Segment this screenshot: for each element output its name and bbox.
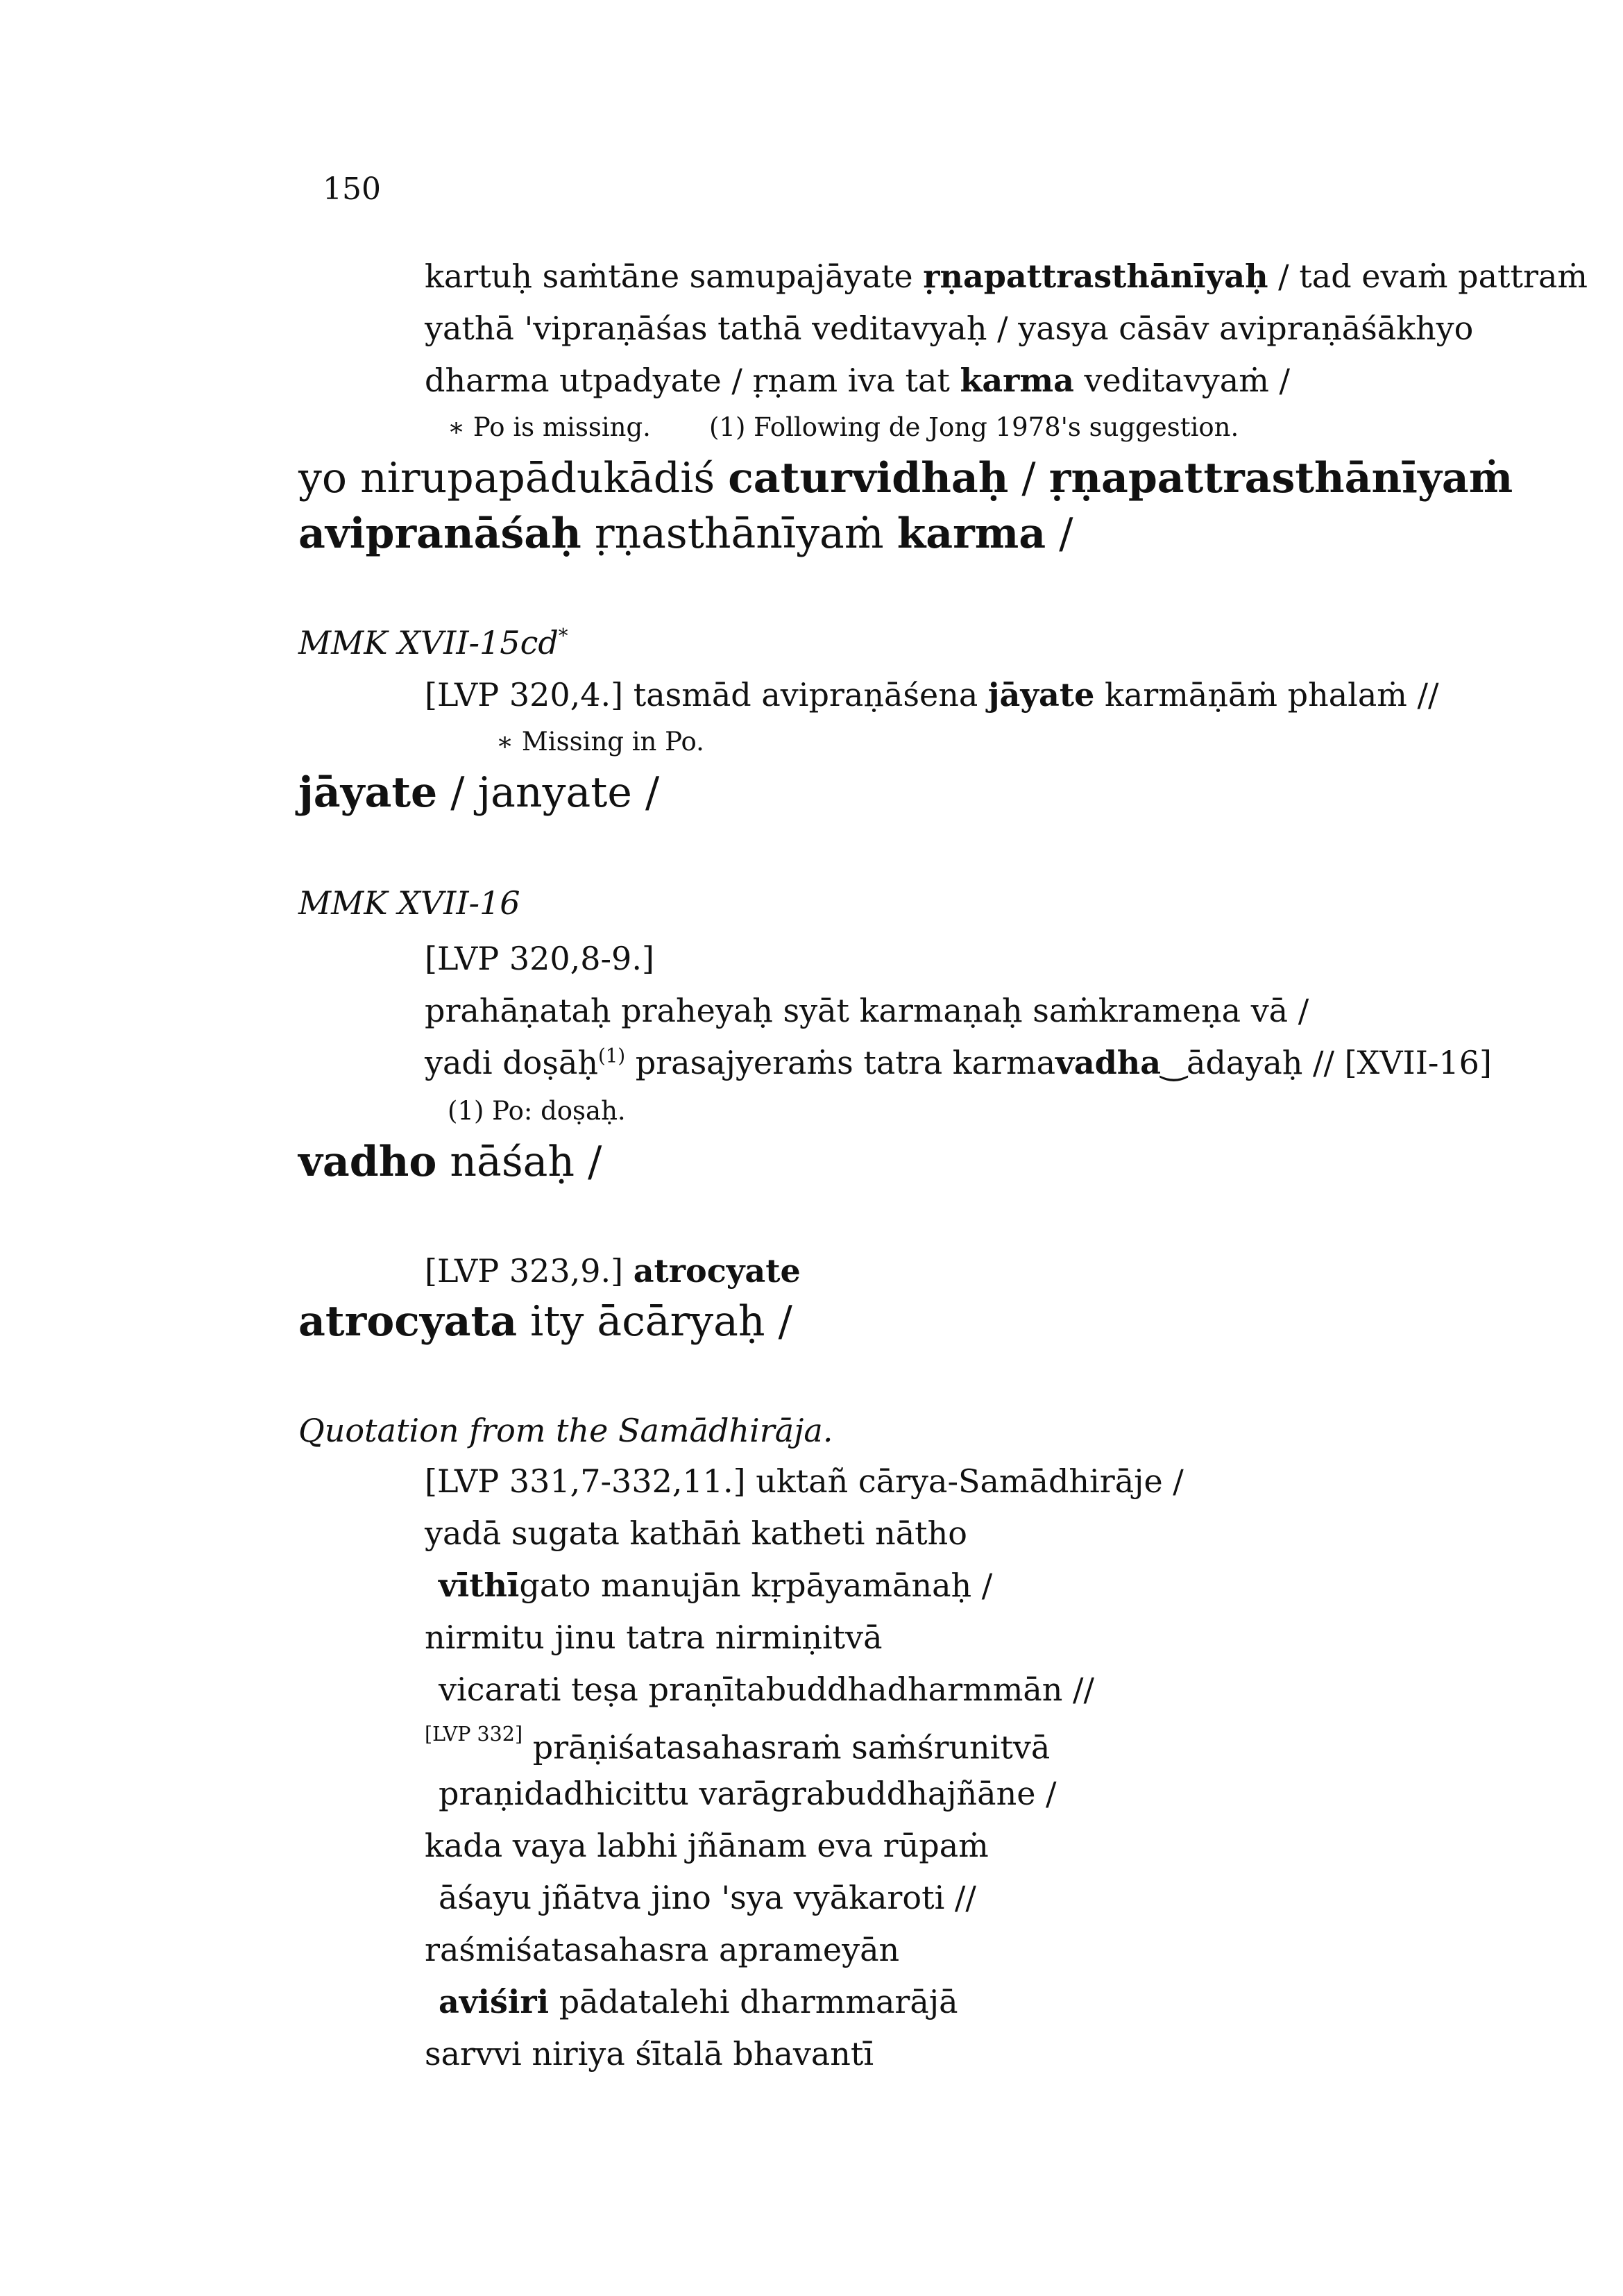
verse-line [439,1880,976,1916]
text-segment: nāśaḥ / [436,1138,602,1186]
source-line [425,1253,801,1290]
text-segment: praṇidadhicittu varāgrabuddhajñāne / [439,1775,1057,1812]
footnote-marker: (1) [598,1044,626,1067]
verse-line [425,1619,883,1656]
bold-term: ṛṇapattrasthānīyaḥ [923,258,1268,295]
commentary-line [298,510,1073,558]
footnote: ∗ Missing in Po. [496,727,704,757]
source-line [425,677,1439,714]
source-line [425,362,1290,399]
verse-line [439,1775,1057,1812]
source-line [425,310,1474,347]
text-segment: prāṇiśatasahasraṁ saṁśrunitvā [522,1728,1051,1766]
commentary-line [298,769,659,817]
bold-term: karma [960,362,1074,399]
bold-term: karma [897,509,1046,558]
section-heading: Quotation from the Samādhirāja. [298,1412,833,1449]
text-segment: / [1008,454,1049,503]
text-segment: raśmiśatasahasra aprameyān [425,1931,900,1968]
bold-term: caturvidhaḥ [728,454,1009,503]
text-segment: [LVP 332] [425,1723,523,1746]
text-segment: gato manujān kṛpāyamānaḥ / [519,1567,993,1604]
verse-line [425,1045,1492,1081]
section-heading: MMK XVII-15cd* [298,624,568,661]
text-segment: / [1046,509,1073,558]
commentary-line [298,454,1513,503]
footnote: (1) Following de Jong 1978's suggestion. [709,412,1239,442]
text-segment: karmāṇāṁ phalaṁ // [1094,676,1439,714]
text-segment: yathā 'vipraṇāśas tathā veditavyaḥ / yasya cāsāv avipraṇāśākhyo [425,310,1474,347]
text-segment: kada vaya labhi jñānam eva rūpaṁ [425,1827,989,1864]
text-segment: yadā sugata kathāṅ katheti nātho [425,1514,967,1552]
commentary-line [298,1138,602,1186]
bold-term: vīthī [439,1567,520,1604]
text-segment: nirmitu jinu tatra nirmiṇitvā [425,1619,883,1656]
text-segment: dharma utpadyate / ṛṇam iva tat [425,362,960,399]
bold-term: avipranāśaḥ [298,509,581,558]
text-segment: [LVP 320,4.] tasmād avipraṇāśena [425,676,988,714]
verse-line [425,2036,874,2073]
verse-line [425,1723,1050,1766]
verse-line [425,1827,989,1864]
commentary-line [298,1298,792,1346]
source-ref: [LVP 320,8-9.] [425,940,654,977]
text-segment: ṛṇasthānīyaṁ [581,509,897,558]
section-heading: MMK XVII-16 [298,884,520,922]
source-line [425,258,1588,295]
text-segment: yo nirupapādukādiś [298,454,729,503]
footnote: ∗ Po is missing. [448,412,651,442]
verse-line [425,1515,967,1552]
verse-line [439,1567,992,1604]
text-segment: veditavyaṁ / [1073,362,1290,399]
text-segment: / janyate / [437,768,660,817]
bold-term: vadha [1055,1044,1162,1081]
text-segment: yadi doṣāḥ [425,1044,598,1081]
verse-line [425,1932,899,1968]
verse-line [439,1984,958,2020]
text-segment: [LVP 323,9.] [425,1252,634,1290]
bold-term: aviśiri [439,1983,550,2020]
text-segment: ‿ādayaḥ // [XVII-16] [1161,1044,1492,1081]
verse-line [439,1671,1094,1708]
text-segment: kartuḥ saṁtāne samupajāyate [425,258,924,295]
text-segment: pādatalehi dharmmarājā [549,1983,958,2020]
bold-term: atrocyate [633,1252,801,1290]
bold-term: atrocyata [298,1297,518,1346]
text-segment: vicarati teṣa praṇītabuddhadharmmān // [439,1671,1094,1708]
bold-term: vadho [298,1138,437,1186]
bold-term: jāyate [987,676,1095,714]
text-segment: / tad evaṁ pattraṁ [1268,258,1588,295]
bold-term: ṛṇapattrasthānīyaṁ [1048,454,1513,503]
bold-term: jāyate [298,768,438,817]
text-segment: prasajyeraṁs tatra karma [625,1044,1056,1081]
text-segment: sarvvi niriya śītalā bhavantī [425,2035,874,2073]
verse-line: prahāṇataḥ praheyaḥ syāt karmaṇaḥ saṁkrameṇa vā / [425,992,1309,1029]
text-segment: āśayu jñātva jino 'sya vyākaroti // [439,1879,976,1916]
text-segment: [LVP 331,7-332,11.] uktañ cārya-Samādhirāje / [425,1462,1184,1500]
page-number: 150 [323,171,381,207]
verse-line [425,1463,1184,1500]
footnote: (1) Po: doṣaḥ. [448,1096,626,1126]
text-segment: ity ācāryaḥ / [517,1297,792,1346]
